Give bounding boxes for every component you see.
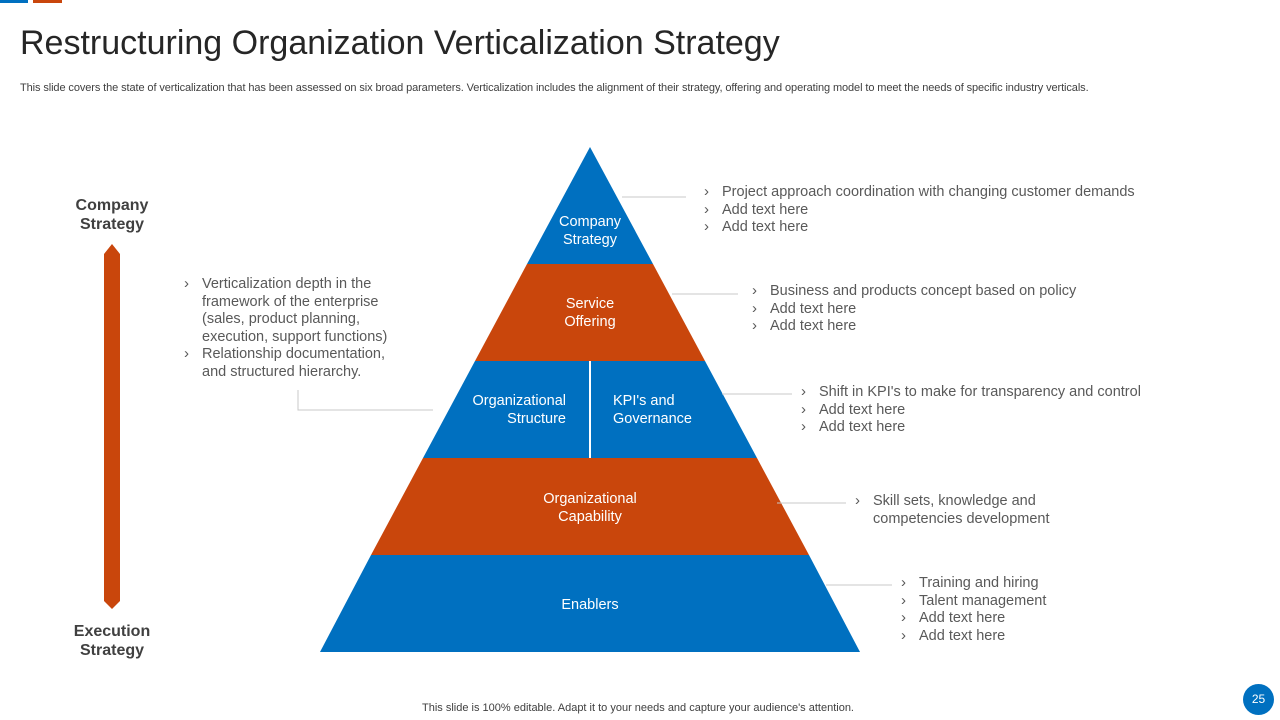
list-item: › Relationship documentation, and structured hierarchy. (184, 346, 409, 381)
list-item: › Project approach coordination with changing customer demands (704, 184, 1135, 202)
callout-kpis-governance (801, 384, 1141, 437)
tier-label-kpis-governance: KPI's and Governance (613, 393, 692, 427)
slide-footer: This slide is 100% editable. Adapt it to your needs and capture your audience's attention. (422, 702, 854, 714)
list-item: › Shift in KPI's to make for transparency and control (801, 384, 1141, 402)
callout-service-offering (752, 283, 1076, 336)
tier-label-service-offering: Service Offering (564, 296, 616, 330)
tier-label-organizational-structure: Organizational Structure (472, 393, 566, 427)
callout-organizational-structure (184, 276, 409, 382)
list-item: › Add text here (801, 419, 1141, 437)
page-number-badge: 25 (1243, 684, 1274, 715)
tier-label-company-strategy: Company Strategy (558, 214, 622, 248)
callout-company-strategy (704, 184, 1135, 237)
callout-enablers (901, 575, 1046, 645)
list-item: › Add text here (801, 402, 1141, 420)
list-item: › Add text here (704, 202, 1135, 220)
list-item: › Talent management (901, 593, 1046, 611)
list-item: › Add text here (752, 318, 1076, 336)
list-item: › Training and hiring (901, 575, 1046, 593)
slide-title: Restructuring Organization Verticalization Strategy (20, 24, 780, 62)
list-item: › Add text here (901, 628, 1046, 646)
connector-organizational-structure (298, 390, 433, 410)
list-item: › Add text here (901, 610, 1046, 628)
tier-label-organizational-capability: Organizational Capability (543, 491, 637, 525)
axis-bottom-label: Execution Strategy (73, 623, 151, 659)
strategy-axis-arrow (104, 244, 120, 609)
tier-label-enablers: Enablers (561, 597, 619, 613)
list-item: › Skill sets, knowledge and competencies development (855, 493, 1075, 528)
callout-organizational-capability (855, 493, 1075, 528)
list-item: › Business and products concept based on policy (752, 283, 1076, 301)
axis-top-label: Company Strategy (75, 197, 149, 233)
list-item: › Add text here (752, 301, 1076, 319)
list-item: › Verticalization depth in the framework of the enterprise (sales, product planning, execution, support functions) (184, 276, 409, 346)
slide-subtitle: This slide covers the state of verticalization that has been assessed on six broad parameters. Verticalization includes the alignment of their strategy, offering and operating model to meet the needs of specific industry verticals. (20, 82, 1089, 94)
list-item: › Add text here (704, 219, 1135, 237)
